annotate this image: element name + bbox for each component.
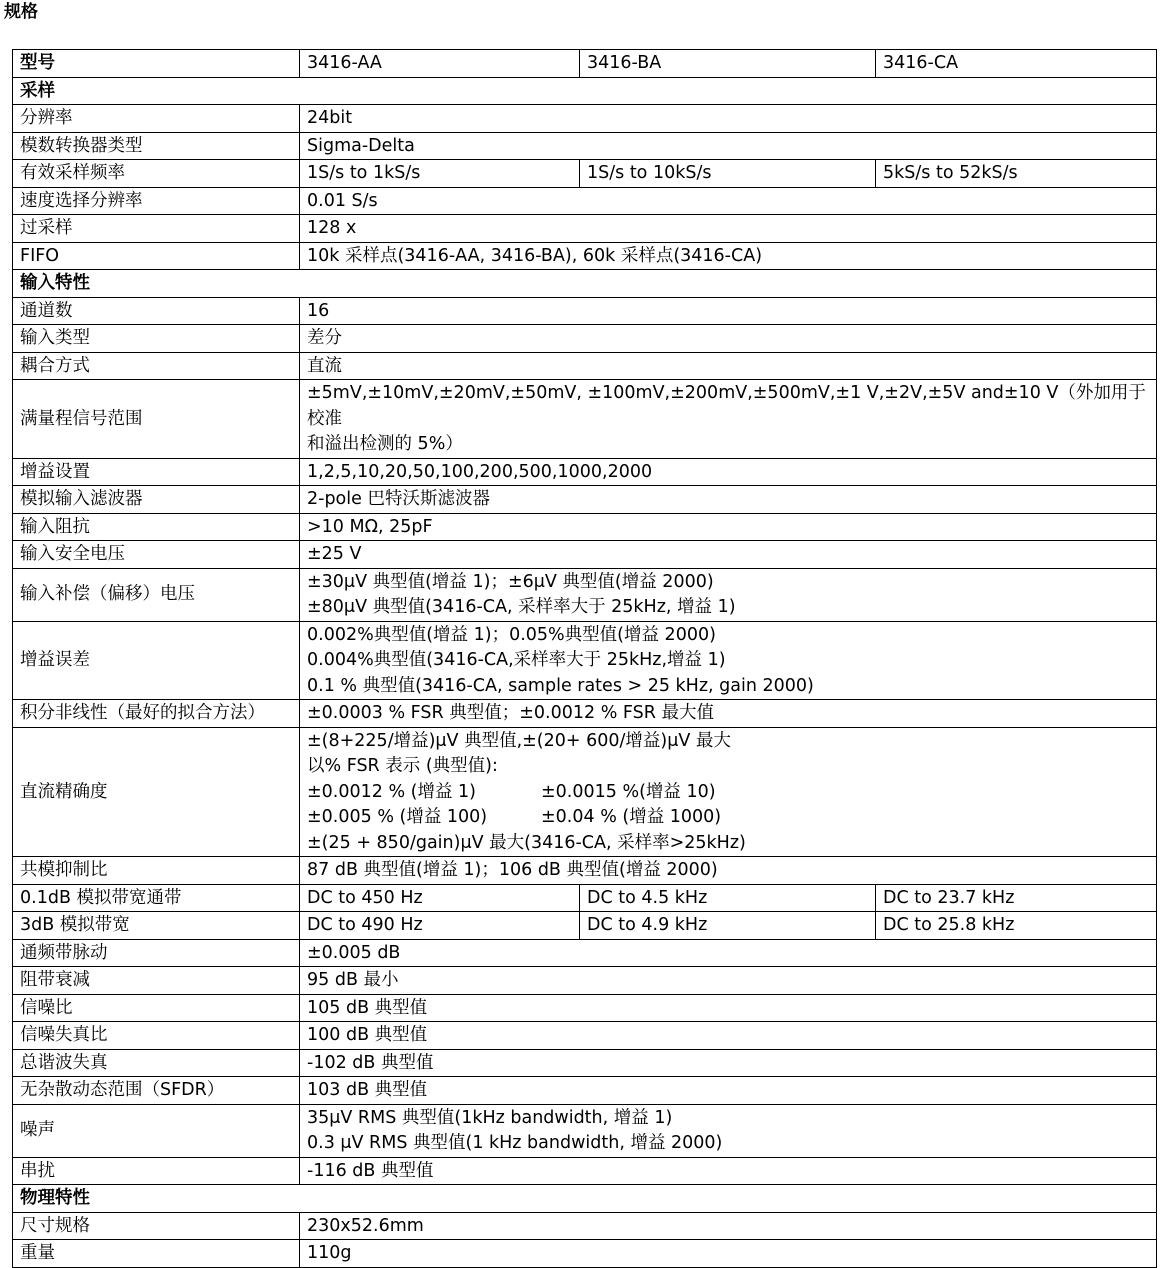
row-value: -102 dB 典型值	[300, 1049, 1157, 1077]
section-header-row	[13, 77, 1157, 105]
row-value: 10k 采样点(3416-AA, 3416-BA), 60k 采样点(3416-CA)	[300, 242, 1157, 270]
row-value: 128 x	[300, 215, 1157, 243]
model-value: 3416-BA	[580, 50, 876, 78]
spec-table	[12, 49, 1157, 1268]
row-value-line: ±30μV 典型值(增益 1)；±6μV 典型值(增益 2000)	[307, 571, 714, 592]
table-row	[13, 1157, 1157, 1185]
row-value: 110g	[300, 1240, 1157, 1268]
row-value-line: ±5mV,±10mV,±20mV,±50mV, ±100mV,±200mV,±500mV,±1 V,±2V,±5V and±10 V（外加用于校准	[307, 383, 1146, 429]
row-value: 差分	[300, 325, 1157, 353]
row-value-line: ±80μV 典型值(3416-CA, 采样率大于 25kHz, 增益 1)	[307, 597, 736, 617]
row-value	[300, 1104, 1157, 1157]
row-value: 230x52.6mm	[300, 1212, 1157, 1240]
table-row	[13, 700, 1157, 728]
row-value-line: 和溢出检测的 5%）	[307, 434, 463, 454]
table-row	[13, 380, 1157, 459]
row-value-line: 0.004%典型值(3416-CA,采样率大于 25kHz,增益 1)	[307, 650, 726, 670]
row-label: 满量程信号范围	[13, 380, 300, 459]
row-value-line: 0.1 % 典型值(3416-CA, sample rates > 25 kHz, gain 2000)	[307, 675, 814, 696]
table-row	[13, 242, 1157, 270]
row-value: >10 MΩ, 25pF	[300, 513, 1157, 541]
row-value-line: 以% FSR 表示 (典型值):	[307, 756, 498, 776]
row-value: -116 dB 典型值	[300, 1157, 1157, 1185]
spec-table-body	[13, 50, 1157, 1268]
table-row	[13, 486, 1157, 514]
table-header-row	[13, 50, 1157, 78]
table-row	[13, 1212, 1157, 1240]
row-label: 信噪比	[13, 994, 300, 1022]
table-row	[13, 1022, 1157, 1050]
row-label: 模数转换器类型	[13, 132, 300, 160]
row-value: DC to 4.5 kHz	[580, 884, 876, 912]
row-value: 87 dB 典型值(增益 1)；106 dB 典型值(增益 2000)	[300, 857, 1157, 885]
row-value: Sigma-Delta	[300, 132, 1157, 160]
row-label: 无杂散动态范围（SFDR）	[13, 1077, 300, 1105]
table-row	[13, 458, 1157, 486]
model-value: 3416-AA	[300, 50, 580, 78]
row-value	[300, 568, 1157, 621]
table-row	[13, 1104, 1157, 1157]
table-row	[13, 912, 1157, 940]
row-label: 输入类型	[13, 325, 300, 353]
row-value: 2-pole 巴特沃斯滤波器	[300, 486, 1157, 514]
row-label: 重量	[13, 1240, 300, 1268]
section-title: 采样	[13, 77, 1157, 105]
row-value: 103 dB 典型值	[300, 1077, 1157, 1105]
row-value	[300, 727, 1157, 857]
row-value: 1S/s to 10kS/s	[580, 160, 876, 188]
row-value: 95 dB 最小	[300, 967, 1157, 995]
row-value: ±25 V	[300, 541, 1157, 569]
row-value: 100 dB 典型值	[300, 1022, 1157, 1050]
table-row	[13, 215, 1157, 243]
gain-accuracy-item: ±0.04 % (增益 1000)	[541, 807, 722, 827]
row-label: FIFO	[13, 242, 300, 270]
row-label: 尺寸规格	[13, 1212, 300, 1240]
table-row	[13, 967, 1157, 995]
row-label: 信噪失真比	[13, 1022, 300, 1050]
table-row	[13, 160, 1157, 188]
table-row	[13, 568, 1157, 621]
table-row	[13, 1240, 1157, 1268]
row-value: 105 dB 典型值	[300, 994, 1157, 1022]
row-label: 速度选择分辨率	[13, 187, 300, 215]
row-label: 增益设置	[13, 458, 300, 486]
row-label: 0.1dB 模拟带宽通带	[13, 884, 300, 912]
gain-accuracy-line	[307, 780, 1150, 806]
row-value-line: 0.002%典型值(增益 1)；0.05%典型值(增益 2000)	[307, 624, 716, 645]
row-label: 噪声	[13, 1104, 300, 1157]
table-row	[13, 1077, 1157, 1105]
gain-accuracy-item: ±0.0015 %(增益 10)	[541, 781, 716, 802]
row-value-line: 35μV RMS 典型值(1kHz bandwidth, 增益 1)	[307, 1107, 673, 1128]
row-value	[300, 380, 1157, 459]
row-value: DC to 4.9 kHz	[580, 912, 876, 940]
gain-accuracy-item: ±0.0012 % (增益 1)	[307, 781, 477, 802]
row-label: 积分非线性（最好的拟合方法）	[13, 700, 300, 728]
model-label: 型号	[13, 50, 300, 78]
table-row	[13, 994, 1157, 1022]
row-label: 过采样	[13, 215, 300, 243]
row-value: 直流	[300, 352, 1157, 380]
section-header-row	[13, 1185, 1157, 1213]
row-value	[300, 621, 1157, 700]
gain-accuracy-line	[307, 805, 1150, 831]
row-value-line: ±(8+225/增益)μV 典型值,±(20+ 600/增益)μV 最大	[307, 730, 731, 751]
table-row	[13, 884, 1157, 912]
row-label: 3dB 模拟带宽	[13, 912, 300, 940]
row-label: 增益误差	[13, 621, 300, 700]
row-value: ±0.0003 % FSR 典型值；±0.0012 % FSR 最大值	[300, 700, 1157, 728]
row-value: DC to 23.7 kHz	[876, 884, 1157, 912]
row-label: 输入补偿（偏移）电压	[13, 568, 300, 621]
row-label: 直流精确度	[13, 727, 300, 857]
row-label: 通频带脉动	[13, 939, 300, 967]
row-value: 5kS/s to 52kS/s	[876, 160, 1157, 188]
table-row	[13, 513, 1157, 541]
gain-accuracy-item: ±0.005 % (增益 100)	[307, 807, 488, 827]
row-value: DC to 25.8 kHz	[876, 912, 1157, 940]
section-title: 物理特性	[13, 1185, 1157, 1213]
row-value-line: ±(25 + 850/gain)μV 最大(3416-CA, 采样率>25kHz)	[307, 832, 746, 853]
table-row	[13, 187, 1157, 215]
row-value: DC to 490 Hz	[300, 912, 580, 940]
row-value: 1,2,5,10,20,50,100,200,500,1000,2000	[300, 458, 1157, 486]
row-value: 24bit	[300, 105, 1157, 133]
row-label: 串扰	[13, 1157, 300, 1185]
table-row	[13, 352, 1157, 380]
table-row	[13, 727, 1157, 857]
section-header-row	[13, 270, 1157, 298]
row-value: 16	[300, 297, 1157, 325]
row-label: 输入阻抗	[13, 513, 300, 541]
row-value: DC to 450 Hz	[300, 884, 580, 912]
table-row	[13, 857, 1157, 885]
table-row	[13, 132, 1157, 160]
model-value: 3416-CA	[876, 50, 1157, 78]
row-label: 耦合方式	[13, 352, 300, 380]
table-row	[13, 297, 1157, 325]
row-label: 输入安全电压	[13, 541, 300, 569]
row-value: 1S/s to 1kS/s	[300, 160, 580, 188]
row-label: 模拟输入滤波器	[13, 486, 300, 514]
row-label: 分辨率	[13, 105, 300, 133]
page-title: 规格	[4, 2, 38, 22]
table-row	[13, 105, 1157, 133]
table-row	[13, 325, 1157, 353]
row-value: ±0.005 dB	[300, 939, 1157, 967]
table-row	[13, 621, 1157, 700]
row-label: 阻带衰减	[13, 967, 300, 995]
row-label: 共模抑制比	[13, 857, 300, 885]
section-title: 输入特性	[13, 270, 1157, 298]
row-label: 有效采样频率	[13, 160, 300, 188]
row-value: 0.01 S/s	[300, 187, 1157, 215]
table-row	[13, 939, 1157, 967]
row-value-line: 0.3 μV RMS 典型值(1 kHz bandwidth, 增益 2000)	[307, 1133, 723, 1153]
row-label: 通道数	[13, 297, 300, 325]
table-row	[13, 541, 1157, 569]
table-row	[13, 1049, 1157, 1077]
row-label: 总谐波失真	[13, 1049, 300, 1077]
